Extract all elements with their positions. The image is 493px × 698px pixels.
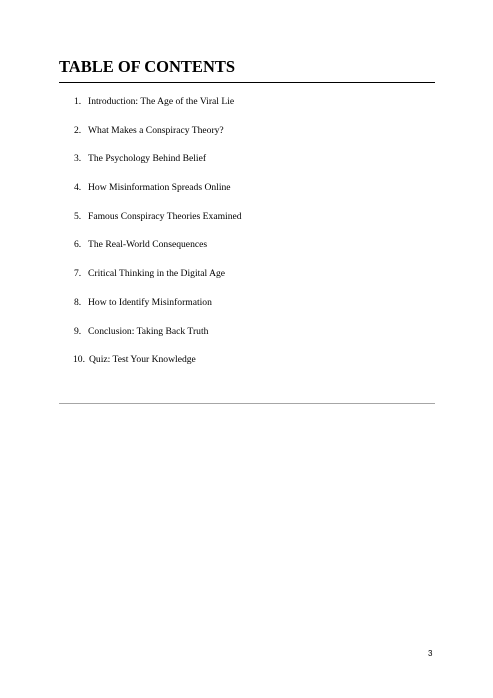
toc-item-label: Quiz: Test Your Knowledge (89, 354, 196, 366)
title-divider (59, 82, 435, 83)
toc-item-conspiracy-theory[interactable] (74, 125, 242, 154)
toc-item-number: 7. (74, 268, 82, 280)
toc-item-number: 2. (74, 124, 82, 136)
toc-item-number: 8. (74, 296, 82, 308)
toc-item-consequences[interactable] (74, 239, 242, 268)
toc-item-identify-misinformation[interactable] (74, 297, 242, 326)
toc-item-number: 4. (74, 182, 82, 194)
toc-item-label: Famous Conspiracy Theories Examined (88, 210, 242, 222)
toc-item-label: Introduction: The Age of the Viral Lie (88, 96, 235, 107)
toc-item-number: 3. (74, 153, 82, 165)
toc-item-critical-thinking[interactable] (74, 268, 242, 297)
toc-item-psychology[interactable] (74, 153, 242, 182)
toc-item-label: The Real-World Consequences (88, 239, 208, 251)
toc-item-label: Conclusion: Taking Back Truth (88, 325, 209, 337)
toc-item-number: 6. (74, 239, 82, 251)
toc-item-quiz[interactable] (74, 354, 242, 383)
toc-item-label: The Psychology Behind Belief (88, 153, 207, 165)
toc-item-number: 10. (73, 354, 85, 366)
toc-item-misinformation-spreads[interactable] (74, 182, 242, 211)
toc-item-label: Critical Thinking in the Digital Age (88, 268, 226, 280)
toc-item-label: How Misinformation Spreads Online (88, 182, 231, 194)
toc-item-label: What Makes a Conspiracy Theory? (88, 124, 224, 136)
page-number: 3 (428, 649, 433, 658)
table-of-contents-list (74, 96, 242, 383)
toc-item-number: 5. (74, 210, 82, 222)
toc-item-number: 1. (74, 96, 82, 107)
page-title: TABLE OF CONTENTS (59, 57, 236, 76)
section-divider (59, 403, 435, 404)
toc-item-conclusion[interactable] (74, 326, 242, 355)
toc-item-label: How to Identify Misinformation (88, 296, 212, 308)
toc-item-number: 9. (74, 325, 82, 337)
toc-item-introduction[interactable] (74, 96, 242, 125)
toc-item-famous-theories[interactable] (74, 211, 242, 240)
